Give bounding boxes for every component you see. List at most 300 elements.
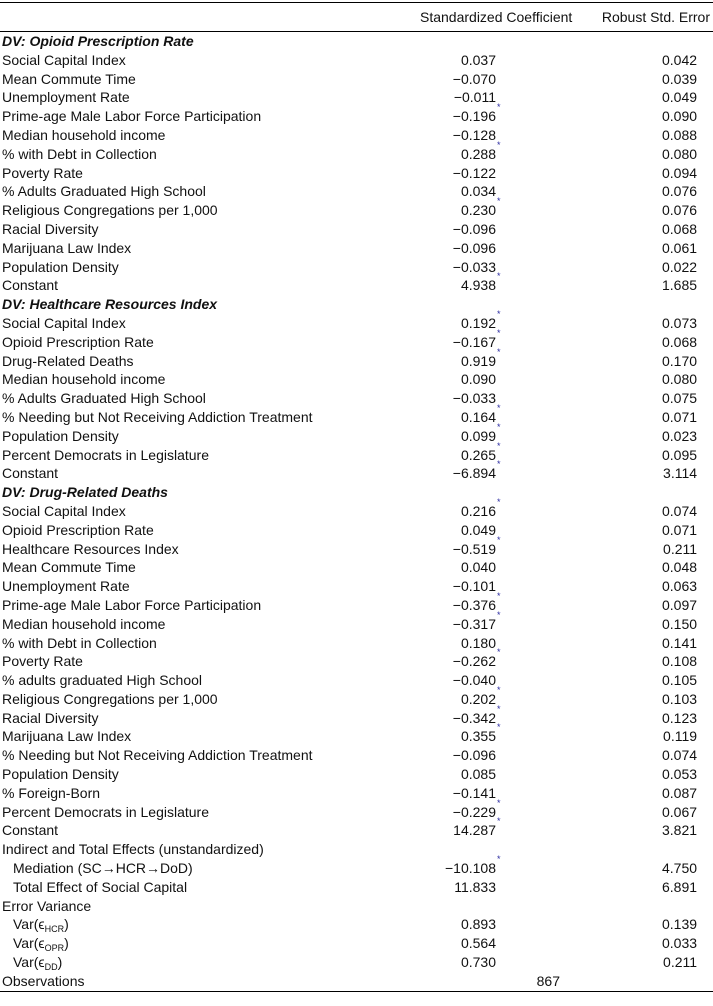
section-header-row [0,32,713,51]
row-std-error: 0.080 [661,145,698,162]
row-coefficient [380,816,560,840]
coefficient-value: −0.033 [452,390,496,407]
row-label-text: Social Capital Index [2,314,126,331]
row-std-error: 0.170 [661,352,698,369]
row-label-text: Opioid Prescription Rate [2,333,154,350]
row-label-text: % Adults Graduated High School [2,390,206,407]
row-label [0,145,380,164]
row-coefficient [380,521,560,540]
row-label-text: Percent Democrats in Legislature [2,446,209,463]
row-coefficient [380,102,560,126]
coefficient-cell [453,221,496,237]
table-row [0,690,713,709]
row-coefficient [380,684,560,709]
table-row [0,51,713,70]
table-row [0,709,713,728]
variance-subscript: OPR [44,943,65,954]
coefficient-cell [453,259,496,275]
table-row [0,107,713,126]
section-title: DV: Drug-Related Deaths [2,484,168,501]
row-std-error: 0.067 [661,803,698,820]
table-row [0,577,713,596]
observations-value: 867 [536,972,560,989]
table-row [0,596,713,615]
row-std-error: 0.105 [661,672,698,689]
row-coefficient [380,258,560,277]
effects-header-row [0,840,713,859]
row-label [0,765,380,784]
row-label-text: Percent Democrats in Legislature [2,803,209,820]
coefficient-value: −0.167 [452,333,496,350]
row-label-text: % Needing but Not Receiving Addiction Treatment [2,747,313,764]
section-header-row [0,483,713,502]
variance-title: Error Variance [2,897,92,914]
coefficient-value: −0.229 [452,803,496,820]
row-std-error: 0.023 [661,427,698,444]
row-label [0,389,380,408]
coefficient-value: 0.216 [460,502,496,519]
coefficient-value: −0.262 [452,653,496,670]
table-row [0,521,713,540]
row-coefficient [380,220,560,239]
coefficient-value: 0.034 [460,183,496,200]
row-label-text: Racial Diversity [2,709,99,726]
variance-prefix: Var(ϵ [13,916,45,933]
coefficient-cell [461,766,496,782]
table-row [0,239,713,258]
row-coefficient [380,389,560,408]
row-coefficient [380,634,560,653]
coefficient-cell: −0.229 * [452,797,501,820]
coefficient-cell: 0.355 * [460,722,501,745]
coefficient-value: 0.049 [460,521,496,538]
row-label [0,182,380,201]
table-row [0,634,713,653]
row-std-error: 0.071 [661,521,698,538]
row-label-text: Population Density [2,427,119,444]
row-coefficient [380,746,560,765]
row-coefficient [380,346,560,371]
coefficient-value: 0.265 [460,446,496,463]
row-coefficient [380,139,560,164]
table-row [0,258,713,277]
section-title: DV: Healthcare Resources Index [2,296,218,313]
row-label [0,464,380,483]
row-label [0,220,380,239]
row-label-text: Mean Commute Time [2,559,136,576]
row-label [0,239,380,258]
table-row [0,502,713,521]
coefficient-cell [453,390,496,406]
coefficient-cell: 0.288 * [460,139,501,162]
row-label [0,521,380,540]
row-label [0,634,380,653]
row-coefficient [380,440,560,465]
variance-prefix: Var(ϵ [13,954,45,971]
row-std-error: 0.033 [661,935,698,952]
table-row [0,126,713,145]
row-std-error: 0.094 [661,164,698,181]
coefficient-cell: 0.192 * [460,308,501,331]
row-std-error: 0.068 [661,333,698,350]
coefficient-value: −0.519 [452,540,496,557]
coefficient-cell: 0.164 * [460,402,501,425]
row-label [0,690,380,709]
variance-prefix: Var(ϵ [13,935,45,952]
row-std-error: 0.097 [661,596,698,613]
coefficient-value: −0.122 [452,164,496,181]
table-row [0,164,713,183]
coefficient-value: 0.919 [460,352,496,369]
header-variable [0,3,380,31]
row-label-text: Poverty Rate [2,164,83,181]
coefficient-value: −0.096 [452,747,496,764]
row-coefficient [380,182,560,201]
row-std-error: 0.095 [661,446,698,463]
row-coefficient [380,70,560,89]
effects-title: Indirect and Total Effects (unstandardized) [2,841,264,858]
row-label-text: Prime-age Male Labor Force Participation [2,596,262,613]
coefficient-value: 4.938 [460,277,496,294]
row-label-text: % with Debt in Collection [2,634,157,651]
variance-header-row [0,897,713,916]
coefficient-value: −0.096 [452,220,496,237]
regression-table [0,2,713,992]
row-std-error: 0.211 [663,540,698,557]
coefficient-value: −0.070 [452,70,496,87]
row-label-text: Constant [2,465,59,482]
table-row [0,558,713,577]
row-label-text: Unemployment Rate [2,578,130,595]
row-std-error: 4.750 [661,860,698,877]
row-coefficient [380,797,560,822]
table-row [0,615,713,634]
row-label-text: Total Effect of Social Capital [13,878,188,895]
row-coefficient [380,402,560,427]
row-coefficient [380,196,560,220]
row-coefficient [380,577,560,596]
row-label [0,596,380,615]
row-label [0,88,380,107]
row-label [0,859,380,878]
table-row [0,652,713,671]
row-std-error: 1.685 [661,277,698,294]
table-row [0,540,713,559]
variance-label [0,915,380,934]
row-label [0,70,380,89]
row-label-text: Constant [2,822,59,839]
coefficient-cell: 0.230 * [460,196,501,219]
coefficient-value: −10.108 [445,860,496,877]
coefficient-cell: 14.287 * [453,816,501,839]
coefficient-value: −0.196 [452,108,496,125]
row-label-text: Mediation (SC→HCR→DoD) [13,860,193,877]
coefficient-value: −0.040 [452,672,496,689]
table-row [0,370,713,389]
coefficient-value: 0.040 [460,559,496,576]
table-row [0,70,713,89]
coefficient-value: −0.342 [452,709,496,726]
header-coefficient: Standardized Coefficient [420,9,573,25]
coefficient-cell [453,672,496,688]
table-row [0,389,713,408]
row-std-error: 0.048 [661,559,698,576]
coefficient-value: −0.376 [452,596,496,613]
table-row [0,859,713,878]
row-coefficient: 0.730 [460,954,496,971]
row-label [0,540,380,559]
row-label-text: Drug-Related Deaths [2,352,134,369]
row-std-error: 0.119 [663,728,698,745]
coefficient-cell [453,785,496,801]
coefficient-value: 14.287 [453,822,496,839]
variance-subscript: DD [44,962,58,973]
coefficient-value: 0.085 [460,766,496,783]
coefficient-value: 0.355 [460,728,496,745]
table-row [0,953,713,972]
table-row [0,803,713,822]
coefficient-value: −6.894 [452,465,496,482]
row-label [0,333,380,352]
row-label-text: Population Density [2,258,119,275]
row-std-error: 0.076 [661,183,698,200]
bottom-rule [0,991,713,992]
table-row [0,934,713,953]
row-label-text: Prime-age Male Labor Force Participation [2,108,262,125]
row-label-text: Healthcare Resources Index [2,540,179,557]
row-std-error: 0.071 [661,408,698,425]
row-label [0,427,380,446]
row-label [0,615,380,634]
row-label-text: Social Capital Index [2,502,126,519]
row-label-text: Opioid Prescription Rate [2,521,154,538]
row-coefficient [380,722,560,746]
row-std-error: 0.103 [661,690,698,707]
variance-suffix: ) [64,935,69,952]
row-label [0,803,380,822]
row-label-text: Religious Congregations per 1,000 [2,690,218,707]
row-coefficient [380,609,560,634]
row-std-error: 0.049 [661,89,698,106]
row-label [0,558,380,577]
row-std-error: 0.053 [661,766,698,783]
variance-label [0,953,380,972]
row-coefficient [380,370,560,389]
coefficient-cell [461,559,496,575]
row-std-error: 0.042 [661,51,698,68]
coefficient-value: 0.164 [460,408,496,425]
variance-suffix: ) [57,954,63,971]
table-row [0,727,713,746]
row-label-text: Racial Diversity [2,220,99,237]
row-coefficient [380,239,560,258]
results-table [0,3,713,31]
observations-empty [560,972,713,991]
row-coefficient [380,765,560,784]
row-coefficient [380,51,560,70]
row-std-error: 0.022 [661,258,698,275]
coefficient-cell [461,183,496,199]
row-label [0,408,380,427]
coefficient-value: 0.180 [460,634,496,651]
coefficient-cell: −0.376 * [452,590,501,613]
table-row [0,915,713,934]
table-row [0,333,713,352]
table-row [0,464,713,483]
row-label [0,126,380,145]
coefficient-cell: 0.265 * [460,440,501,463]
row-coefficient [380,327,560,352]
coefficient-value: −0.011 [453,89,496,106]
coefficient-cell [453,240,496,256]
row-label [0,352,380,371]
row-label [0,164,380,183]
row-label [0,370,380,389]
table-row [0,784,713,803]
row-std-error: 0.076 [661,202,698,219]
row-label [0,314,380,333]
row-label [0,671,380,690]
coefficient-cell [454,89,496,105]
coefficient-value: 0.192 [460,314,496,331]
row-label [0,821,380,840]
row-label [0,502,380,521]
coefficient-value: 11.833 [454,878,496,895]
coefficient-value: 0.037 [460,51,496,68]
table-row [0,220,713,239]
table-row [0,765,713,784]
row-label [0,727,380,746]
coefficient-cell: 0.919 * [460,346,501,369]
row-coefficient [380,703,560,728]
row-label [0,878,380,897]
coefficient-cell: −6.894 * [452,459,501,482]
row-label-text: Marijuana Law Index [2,728,132,745]
row-std-error: 0.080 [661,371,698,388]
row-coefficient [380,421,560,446]
row-label [0,709,380,728]
coefficient-cell: −0.519 * [452,534,501,557]
row-label-text: % Adults Graduated High School [2,183,206,200]
coefficient-cell [461,52,496,68]
table-row [0,427,713,446]
row-coefficient [380,854,560,878]
row-std-error: 0.061 [661,239,698,256]
coefficient-cell: 0.099 * [460,421,501,444]
row-label [0,107,380,126]
variance-suffix: ) [64,916,69,933]
table-row [0,352,713,371]
row-std-error: 0.075 [661,390,698,407]
row-std-error: 0.068 [661,220,698,237]
row-coefficient [380,590,560,615]
coefficient-cell: −0.196 * [452,102,501,125]
coefficient-value: −0.128 [452,126,496,143]
coefficient-cell [453,127,496,143]
table-row [0,408,713,427]
results-body [0,32,713,991]
coefficient-cell [461,635,496,651]
table-row [0,276,713,295]
row-coefficient: 0.564 [460,935,496,952]
row-label-text: Median household income [2,615,166,632]
section-title: DV: Opioid Prescription Rate [2,33,194,49]
coefficient-value: −0.141 [452,784,496,801]
row-std-error: 0.141 [661,634,698,651]
header-row [0,3,713,31]
row-label-text: Religious Congregations per 1,000 [2,202,218,219]
row-std-error: 0.123 [661,709,698,726]
row-coefficient [380,647,560,671]
table-row [0,746,713,765]
row-label [0,276,380,295]
row-coefficient [380,126,560,145]
row-label [0,446,380,465]
table-row [0,821,713,840]
row-label [0,51,380,70]
row-std-error: 0.074 [661,502,698,519]
header-std-error: Robust Std. Error [601,9,710,25]
coefficient-cell [453,578,496,594]
row-coefficient [380,496,560,521]
variance-subscript: HCR [44,924,65,935]
row-label-text: Poverty Rate [2,653,83,670]
coefficient-value: −0.317 [452,615,496,632]
row-coefficient [380,164,560,183]
row-label-text: % Needing but Not Receiving Addiction Treatment [2,408,313,425]
row-label [0,201,380,220]
coefficient-value: 0.099 [460,427,496,444]
table-row [0,314,713,333]
row-label [0,746,380,765]
row-std-error: 3.114 [663,465,698,482]
row-label-text: Population Density [2,766,119,783]
coefficient-cell: 4.938 * [460,271,501,294]
row-std-error: 3.821 [661,822,698,839]
row-label-text: Marijuana Law Index [2,239,132,256]
row-coefficient [380,784,560,803]
coefficient-cell: 0.216 * [460,496,501,519]
row-std-error: 0.039 [661,70,698,87]
row-std-error: 6.891 [661,878,698,895]
row-coefficient [380,459,560,483]
section-header-row [0,295,713,314]
row-coefficient [380,558,560,577]
table-row [0,88,713,107]
row-label [0,577,380,596]
row-coefficient [380,534,560,559]
row-std-error: 0.108 [661,653,698,670]
table-row [0,446,713,465]
coefficient-cell: −0.317 * [452,609,501,632]
coefficient-cell: −0.262 * [452,647,501,670]
row-coefficient [380,671,560,690]
coefficient-value: 0.230 [460,202,496,219]
row-label-text: Social Capital Index [2,51,126,68]
table-row [0,878,713,897]
row-label [0,258,380,277]
row-std-error: 0.211 [663,954,698,971]
table-row [0,145,713,164]
row-std-error: 0.074 [661,747,698,764]
row-std-error: 0.088 [661,126,698,143]
coefficient-cell: −0.167 * [452,327,501,350]
coefficient-value: −0.096 [452,239,496,256]
coefficient-cell [461,371,496,387]
row-coefficient [380,271,560,295]
row-label-text: Unemployment Rate [2,89,130,106]
row-coefficient [380,878,560,897]
